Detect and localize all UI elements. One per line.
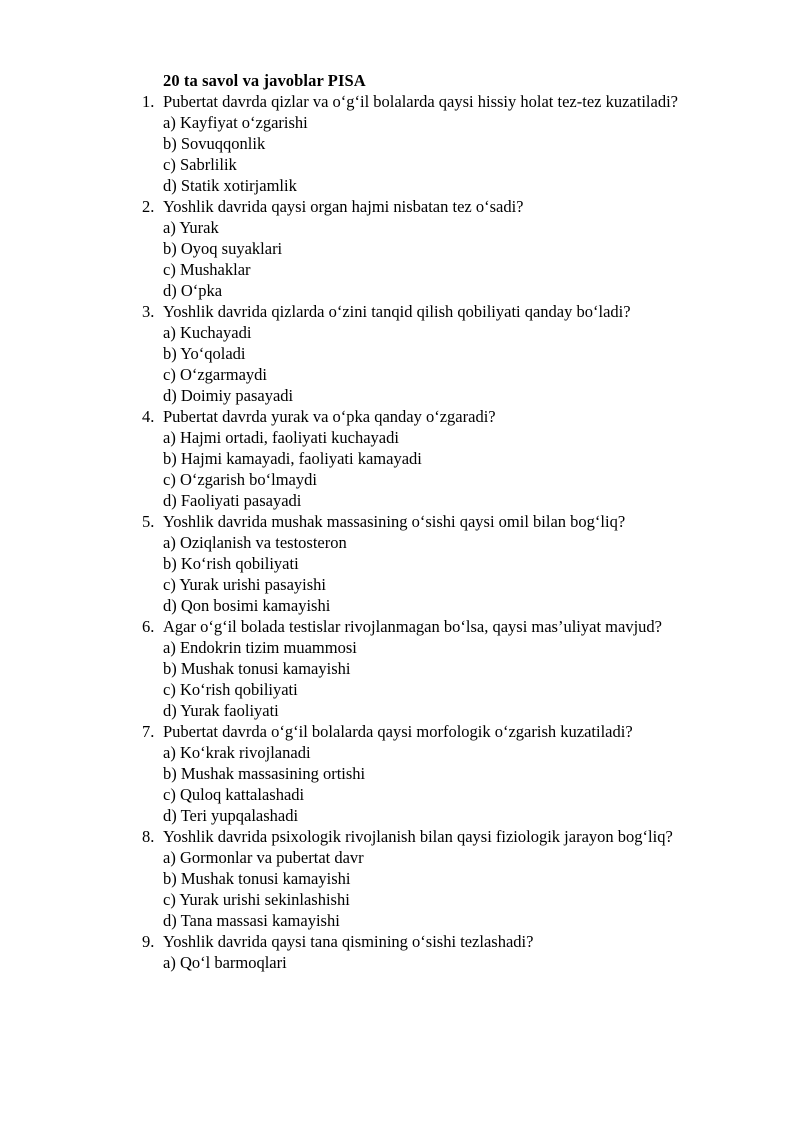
option-item: c) O‘zgarish bo‘lmaydi [163, 470, 317, 489]
question-number: 4. [142, 407, 155, 426]
option-list [163, 532, 722, 616]
option-list [163, 427, 722, 511]
option-item: c) Quloq kattalashadi [163, 785, 305, 804]
option-item: d) Doimiy pasayadi [163, 386, 294, 405]
option-item: a) Gormonlar va pubertat davr [163, 848, 364, 867]
question-number: 2. [142, 197, 155, 216]
option-item: a) Kayfiyat o‘zgarishi [163, 113, 308, 132]
option-item: c) Yurak urishi sekinlashishi [163, 890, 350, 909]
question-item [142, 931, 722, 973]
option-item: a) Qo‘l barmoqlari [163, 953, 287, 972]
option-item: c) Sabrlilik [163, 155, 237, 174]
option-item: d) Yurak faoliyati [163, 701, 279, 720]
option-item: b) Yo‘qoladi [163, 344, 246, 363]
option-item: a) Hajmi ortadi, faoliyati kuchayadi [163, 428, 399, 447]
question-number: 5. [142, 512, 155, 531]
question-text: Yoshlik davrida mushak massasining o‘sishi qaysi omil bilan bog‘liq? [163, 512, 626, 531]
page-title: 20 ta savol va javoblar PISA [163, 71, 366, 90]
option-list [163, 217, 722, 301]
option-item: b) Sovuqqonlik [163, 134, 266, 153]
question-number: 1. [142, 92, 155, 111]
question-number: 9. [142, 932, 155, 951]
question-item [142, 616, 722, 721]
question-item [142, 721, 722, 826]
option-item: a) Oziqlanish va testosteron [163, 533, 347, 552]
option-item: b) Hajmi kamayadi, faoliyati kamayadi [163, 449, 422, 468]
question-text: Yoshlik davrida psixologik rivojlanish bilan qaysi fiziologik jarayon bog‘liq? [163, 827, 673, 846]
question-item [142, 511, 722, 616]
option-item: c) Mushaklar [163, 260, 251, 279]
option-item: d) O‘pka [163, 281, 223, 300]
option-item: d) Qon bosimi kamayishi [163, 596, 331, 615]
option-item: d) Teri yupqalashadi [163, 806, 299, 825]
option-item: b) Oyoq suyaklari [163, 239, 283, 258]
question-number: 7. [142, 722, 155, 741]
question-text: Yoshlik davrida qizlarda o‘zini tanqid qilish qobiliyati qanday bo‘ladi? [163, 302, 631, 321]
question-text: Agar o‘g‘il bolada testislar rivojlanmagan bo‘lsa, qaysi mas’uliyat mavjud? [163, 617, 662, 636]
question-list [142, 91, 722, 973]
option-list [163, 847, 722, 931]
option-list [163, 322, 722, 406]
question-text: Pubertat davrda yurak va o‘pka qanday o‘zgaradi? [163, 407, 496, 426]
option-item: b) Ko‘rish qobiliyati [163, 554, 299, 573]
option-item: c) Yurak urishi pasayishi [163, 575, 326, 594]
question-item [142, 196, 722, 301]
question-number: 8. [142, 827, 155, 846]
question-text: Yoshlik davrida qaysi tana qismining o‘sishi tezlashadi? [163, 932, 534, 951]
option-item: b) Mushak tonusi kamayishi [163, 869, 351, 888]
option-item: b) Mushak massasining ortishi [163, 764, 366, 783]
option-list [163, 952, 722, 973]
question-number: 6. [142, 617, 155, 636]
option-item: d) Faoliyati pasayadi [163, 491, 302, 510]
option-item: c) Ko‘rish qobiliyati [163, 680, 298, 699]
document-body [142, 70, 722, 973]
option-list [163, 637, 722, 721]
question-item [142, 826, 722, 931]
option-list [163, 112, 722, 196]
question-item [142, 91, 722, 196]
question-text: Yoshlik davrida qaysi organ hajmi nisbatan tez o‘sadi? [163, 197, 524, 216]
option-list [163, 742, 722, 826]
question-number: 3. [142, 302, 155, 321]
question-item [142, 301, 722, 406]
option-item: a) Kuchayadi [163, 323, 252, 342]
question-text: Pubertat davrda qizlar va o‘g‘il bolalarda qaysi hissiy holat tez-tez kuzatiladi? [163, 92, 678, 111]
option-item: a) Endokrin tizim muammosi [163, 638, 357, 657]
option-item: c) O‘zgarmaydi [163, 365, 267, 384]
option-item: b) Mushak tonusi kamayishi [163, 659, 351, 678]
question-text: Pubertat davrda o‘g‘il bolalarda qaysi morfologik o‘zgarish kuzatiladi? [163, 722, 633, 741]
option-item: a) Ko‘krak rivojlanadi [163, 743, 311, 762]
option-item: a) Yurak [163, 218, 219, 237]
option-item: d) Tana massasi kamayishi [163, 911, 340, 930]
question-item [142, 406, 722, 511]
option-item: d) Statik xotirjamlik [163, 176, 297, 195]
